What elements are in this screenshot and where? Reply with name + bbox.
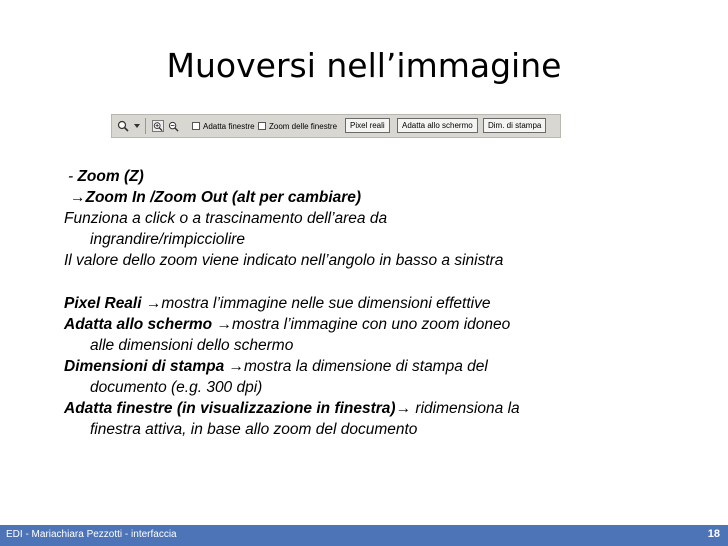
pixel-reali-label: Pixel Reali (64, 295, 142, 312)
adatta-finestre-desc: ridimensiona la (415, 400, 520, 417)
adatta-finestre-label: Adatta finestre (in visualizzazione in finestra) (64, 400, 396, 417)
adatta-schermo-item (64, 314, 664, 335)
slide-body (64, 166, 664, 440)
arrow-symbol: → (228, 358, 245, 375)
dim-stampa-desc: mostra la dimensione di stampa del (244, 358, 488, 375)
resize-windows-checkbox[interactable] (192, 119, 255, 133)
arrow-symbol: → (70, 189, 86, 206)
zoom-in-icon[interactable] (152, 119, 164, 133)
zoom-in-out-line (64, 187, 664, 208)
arrow-symbol: → (216, 316, 232, 333)
slide-footer (0, 525, 728, 546)
zoom-heading-line: - Zoom (Z) (68, 168, 144, 185)
toolbar-separator (145, 118, 146, 134)
zoom-usage-line-cont: ingrandire/rimpicciolire (90, 231, 246, 248)
zoom-all-windows-checkbox-label: Zoom delle finestre (269, 121, 338, 131)
pixel-reali-item (64, 293, 664, 314)
tool-preset-dropdown-icon[interactable] (134, 119, 140, 133)
zoom-options-toolbar (111, 114, 561, 138)
adatta-schermo-label: Adatta allo schermo (64, 316, 213, 333)
fit-screen-button[interactable]: Adatta allo schermo (397, 118, 478, 133)
page-number: 18 (707, 528, 720, 540)
zoom-heading: Zoom (Z) (77, 168, 144, 185)
pixel-reali-desc: mostra l’immagine nelle sue dimensioni effettive (161, 295, 491, 312)
zoom-all-windows-checkbox[interactable] (258, 119, 337, 133)
zoom-usage-line: Funziona a click o a trascinamento dell’area da (64, 210, 388, 227)
dim-stampa-label: Dimensioni di stampa (64, 358, 225, 375)
zoom-tool-icon[interactable] (117, 119, 129, 133)
zoom-all-windows-checkbox-box[interactable] (258, 122, 266, 130)
adatta-finestre-desc-cont: finestra attiva, in base allo zoom del documento (90, 421, 418, 438)
dim-stampa-item (64, 356, 664, 377)
zoom-out-icon[interactable] (167, 119, 179, 133)
dim-stampa-desc-cont: documento (e.g. 300 dpi) (90, 379, 263, 396)
arrow-symbol: → (145, 295, 162, 312)
zoom-in-out-heading: Zoom In /Zoom Out (alt per cambiare) (85, 189, 362, 206)
actual-pixels-button[interactable]: Pixel reali (345, 118, 390, 133)
zoom-value-line: Il valore dello zoom viene indicato nell’angolo in basso a sinistra (64, 252, 504, 269)
adatta-finestre-item (64, 398, 664, 419)
slide-title: Muoversi nell’immagine (166, 46, 562, 85)
adatta-schermo-desc-cont: alle dimensioni dello schermo (90, 337, 294, 354)
resize-windows-checkbox-box[interactable] (192, 122, 200, 130)
footer-caption: EDI - Mariachiara Pezzotti - interfaccia (6, 529, 177, 540)
resize-windows-checkbox-label: Adatta finestre (203, 121, 255, 131)
print-size-button[interactable]: Dim. di stampa (483, 118, 546, 133)
adatta-schermo-desc: mostra l’immagine con uno zoom idoneo (231, 316, 511, 333)
arrow-symbol: → (395, 400, 412, 417)
